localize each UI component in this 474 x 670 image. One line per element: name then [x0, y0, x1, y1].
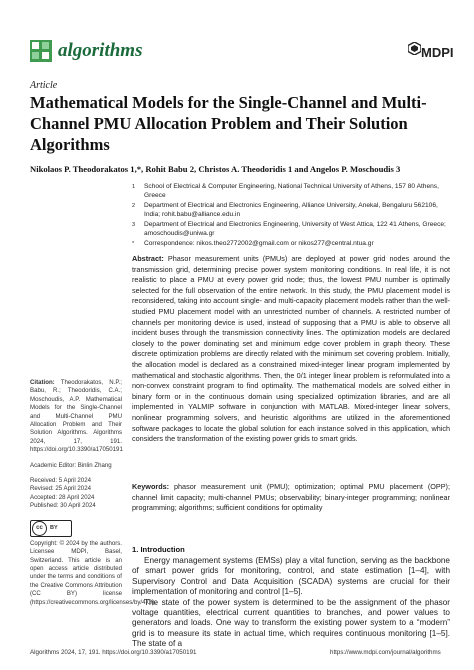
citation-text: Theodorakatos, N.P.; Babu, R.; Theodoridis, C.A.; Moschoudis, A.P. Mathematical Models for the Single-Channel and Multi-Channel PMU Allocation Problem and Their Solution Algorithms. Algorithms 2024, 17, 191. https://doi.org/10.3390/a17050191 — [30, 379, 123, 454]
cc-by-label: BY — [50, 524, 58, 531]
affiliation-marker: 1 — [132, 184, 136, 190]
affiliation-marker: 2 — [132, 203, 136, 209]
author-list: Nikolaos P. Theodorakatos 1,*, Rohit Babu 2, Christos A. Theodoridis 1 and Angelos P. Moschoudis 3 — [30, 164, 401, 174]
mdpi-logo-icon — [408, 42, 421, 55]
correspondence-item — [132, 240, 452, 249]
affiliation-marker: 3 — [132, 222, 136, 228]
affiliation-item — [132, 183, 452, 200]
accepted-date: Accepted: 28 April 2024 — [30, 493, 95, 501]
journal-logo-icon — [30, 40, 52, 62]
affiliation-text: Correspondence: nikos.theo2772002@gmail.com or nikos277@central.ntua.gr — [144, 240, 374, 247]
keywords-label: Keywords: — [132, 482, 170, 491]
affiliation-text: Department of Electrical and Electronics Engineering, University of West Attica, 122 41 Athens, Greece; amoschoudis@uniwa.gr — [144, 221, 446, 237]
affiliation-text: School of Electrical & Computer Engineering, National Technical University of Athens, 157 80 Athens, Greece — [144, 183, 439, 199]
affiliations — [132, 183, 452, 251]
affiliation-text: Department of Electrical and Electronics Engineering, Alliance University, Anekal, Bengaluru 562106, India; rohit.babu@alliance.edu.in — [144, 202, 438, 218]
section-heading: 1. Introduction — [132, 545, 185, 554]
abstract-label: Abstract: — [132, 254, 164, 263]
affiliation-item — [132, 221, 452, 238]
affiliation-item — [132, 202, 452, 219]
footer-citation: Algorithms 2024, 17, 191. https://doi.org/10.3390/a17050191 — [30, 649, 197, 656]
published-date: Published: 30 April 2024 — [30, 502, 96, 510]
received-date: Received: 5 April 2024 — [30, 477, 91, 485]
abstract-text: Phasor measurement units (PMUs) are deployed at power grid nodes around the transmission grid, determining precise power system monitoring conditions. In real life, it is not realistic to place a PMU at every power grid node; thus, the lowest PMU number is optimally selected for the full observation of the entire network. In this study, the PMU placement model is reconsidered, taking into account single- and multi-capacity placement models rather than the well-studied PMU placement model with an unrestricted number of channels. A restricted number of channels per monitoring device is used, instead of supposing that a PMU is able to observe all incident buses through the transmission connectivity lines. The optimization models are declared closely to the power dominating set and minimum edge cover problem in graph theory. These discrete optimization problems are directly related with the minimum set covering problem. Initially, the allocation model is declared as a constrained mixed-integer linear program implemented by mathematical and stochastic algorithms. Then, the 0/1 integer linear problem is reformulated into a non-convex constraint program to find optimality. The mathematical models are solved either in binary form or in the continuous domain using specialized optimization libraries, and are all implemented in YALMIP software in conjunction with MATLAB. Mixed-integer linear solvers, nonlinear programming solvers, and heuristic algorithms are utilized in the aforementioned software packages to locate the global solution for each instance solved in this application, which considers the transformation of the existing power grids to smart grids. — [132, 254, 451, 444]
publisher-name: MDPI — [421, 45, 454, 60]
paragraph: Energy management systems (EMSs) play a vital function, serving as the backbone of smart power grids for monitoring, control, and state estimation [1–4], with Supervisory Control and Data Acquisition (SCADA) systems are crucial for their implementation of monitoring and control [1–5]. — [132, 556, 450, 597]
introduction-body — [132, 556, 450, 650]
creative-commons-icon: cc — [32, 521, 47, 536]
academic-editor: Academic Editor: Binlin Zhang — [30, 461, 112, 469]
revised-date: Revised: 25 April 2024 — [30, 485, 91, 493]
journal-name: algorithms — [58, 40, 143, 61]
citation-label: Citation: — [30, 379, 55, 386]
keywords — [132, 482, 450, 514]
copyright-notice: Copyright: © 2024 by the authors. Licensee MDPI, Basel, Switzerland. This article is an open access article distributed under the terms and conditions of the Creative Commons Attribution (CC BY) license (https://creativecommons.org/licenses/by/4.0/). — [30, 539, 156, 606]
citation — [30, 379, 122, 455]
abstract — [132, 254, 450, 445]
paragraph: The state of the power system is determined to be the assignment of the phasor voltage quantities, electrical current quantities to branches, and power values to generators and loads. One way to transform the existing power system to a “modern” grid is to measure its state in actual time, which requires continuous monitoring [1–5]. The state of a — [132, 597, 450, 649]
footer-journal-url[interactable]: https://www.mdpi.com/journal/algorithms — [330, 649, 441, 656]
cc-license-badge[interactable] — [30, 520, 72, 537]
article-type: Article — [30, 80, 58, 91]
paper-title: Mathematical Models for the Single-Channel and Multi-Channel PMU Allocation Problem and Their Solution Algorithms — [30, 93, 427, 154]
keywords-text: phasor measurement unit (PMU); optimization; optimal PMU placement (OPP); channel limit capacity; multi-channel PMUs; observability; binary-integer programming; nonlinear programming; algorithms; sufficient conditions for optimality — [132, 482, 450, 513]
affiliation-marker: * — [132, 241, 135, 247]
